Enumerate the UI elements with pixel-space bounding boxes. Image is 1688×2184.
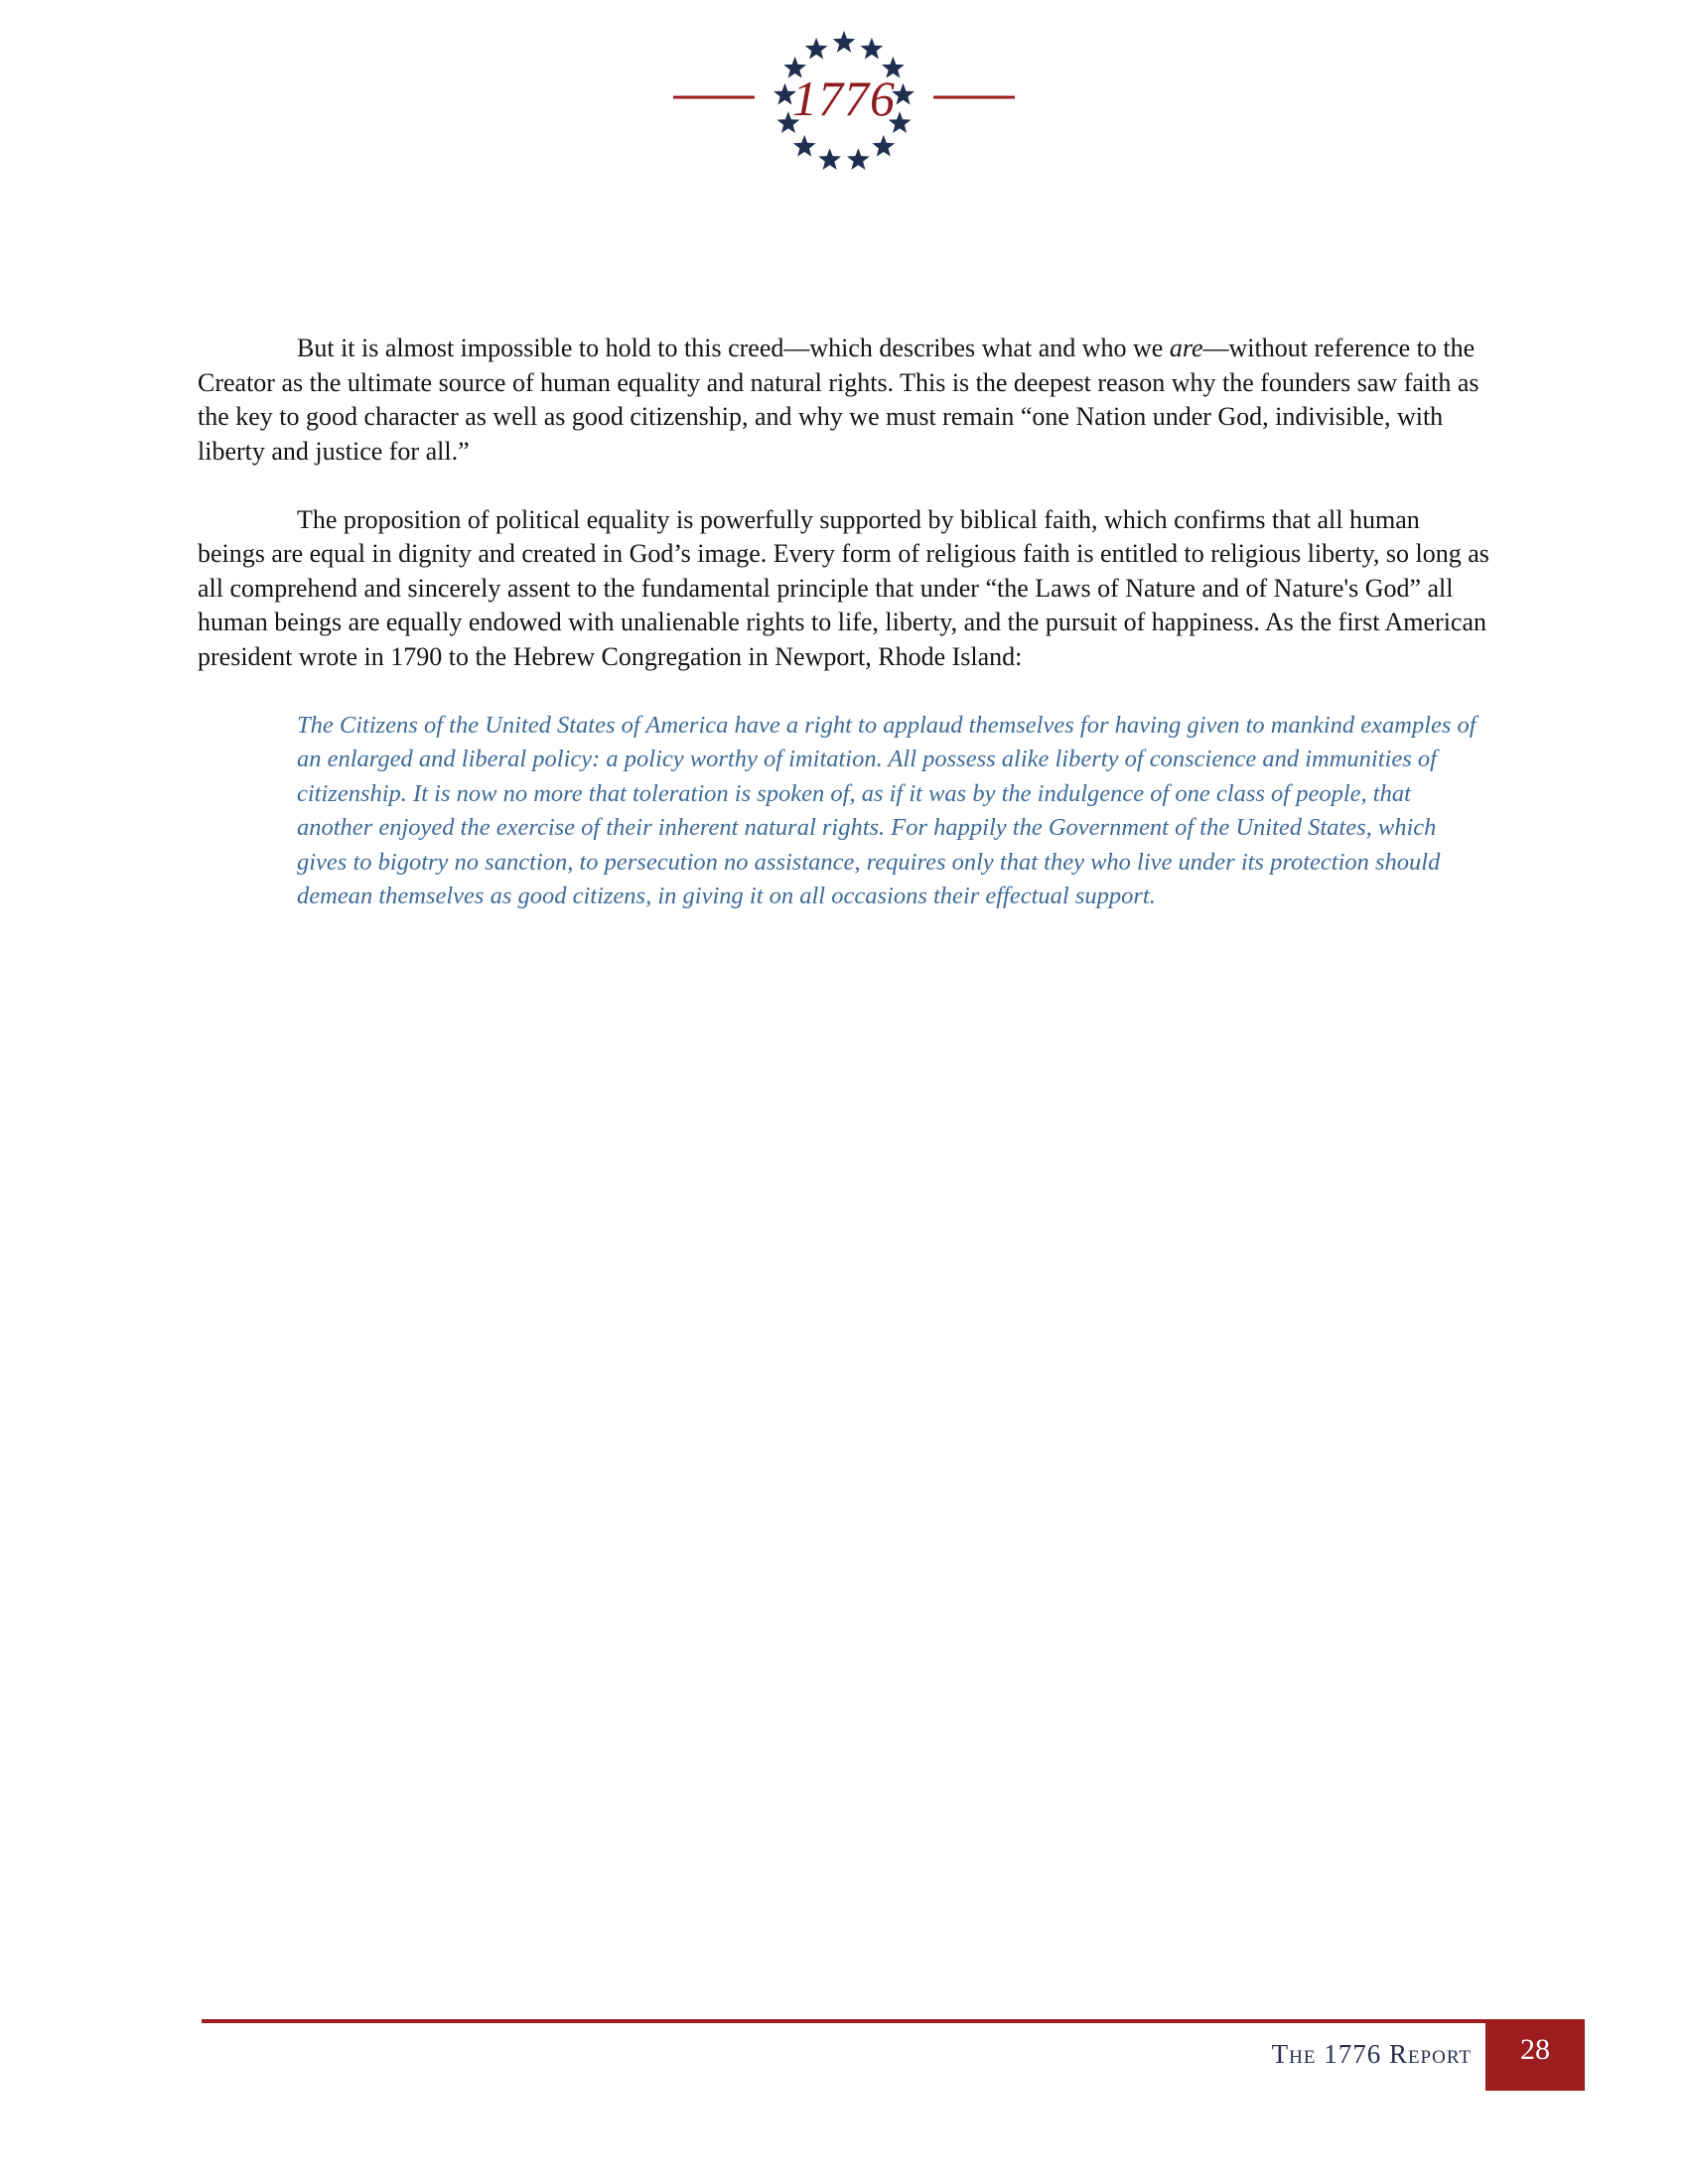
star-icon [872, 135, 895, 157]
star-icon [793, 135, 816, 157]
paragraph-1 [198, 332, 1490, 469]
page-number-badge: 28 [1485, 2021, 1585, 2091]
emblem-year: 1776 [792, 70, 896, 126]
star-icon [833, 31, 856, 53]
star-icon [847, 148, 870, 170]
paragraph-1-emphasis: are [1169, 334, 1203, 362]
header-emblem [665, 28, 1023, 177]
paragraph-1-text-a: But it is almost impossible to hold to this creed—which describes what and who we [297, 334, 1170, 362]
star-icon [818, 148, 841, 170]
footer-rule [202, 2019, 1585, 2023]
star-icon [860, 38, 883, 60]
block-quote: The Citizens of the United States of America have a right to applaud themselves for having given to mankind examples of an enlarged and liberal policy: a policy worthy of imitation. All possess alike liberty of conscience and immunities of citizenship. It is now no more that toleration is spoken of, as if it was by the indulgence of one class of people, that another enjoyed the exercise of their inherent natural rights. For happily the Government of the United States, which gives to bigotry no sanction, to persecution no assistance, requires only that they who live under its protection should demean themselves as good citizens, in giving it on all occasions their effectual support. [297, 711, 1477, 909]
footer-title: The 1776 Report [1271, 2039, 1472, 2069]
star-icon [805, 38, 828, 60]
paragraph-2: The proposition of political equality is powerfully supported by biblical faith, which confirms that all human beings are equal in dignity and created in God’s image. Every form of religious faith is entitled to religious liberty, so long as all comprehend and sincerely assent to the fundamental principle that under “the Laws of Nature and of Nature's God” all human beings are equally endowed with unalienable rights to life, liberty, and the pursuit of happiness. As the first American president wrote in 1790 to the Hebrew Congregation in Newport, Rhode Island: [198, 504, 1489, 671]
main-text [198, 332, 1490, 914]
paragraph-1-text-b: —without reference to the Creator as the ultimate source of human equality and natural rights. This is the deepest reason why the founders saw faith as the key to good character as well as good citizenship, and why we must remain “one Nation under God, indivisible, with liberty and justice for all.” [198, 334, 1479, 466]
